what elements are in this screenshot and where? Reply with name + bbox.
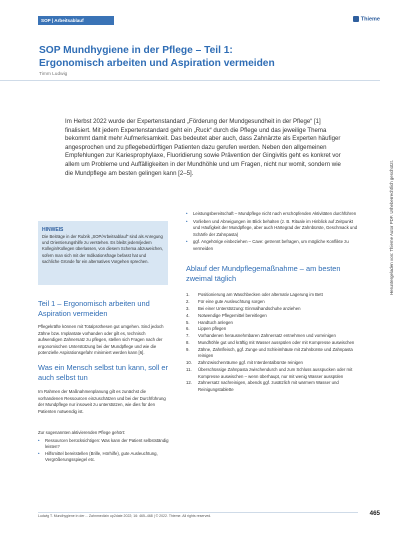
step-number: 9.: [186, 347, 190, 353]
step-item: [186, 380, 361, 393]
section2-intro: Zur sogenannten aktivierenden Pflege gehört:: [38, 430, 126, 435]
step-number: 10.: [186, 360, 192, 366]
section3-heading: Ablauf der Mundpflegemaßnahme – am besten zweimal täglich: [186, 264, 341, 283]
section1-text: Pflegekräfte können mit Totalprothesen gut umgehen. Sind jedoch Zähne bzw. Implantate vorhanden oder gilt es, technisch aufwendigen Zahnersatz zu pflegen, stellen sich Fragen nach der ergonomischen Unterstützung bei der Mundpflege und wie die potenzielle Aspirationsgefahr minimiert werden kann [6].: [38, 324, 164, 355]
article-title: [39, 44, 359, 70]
step-number: 4.: [186, 312, 190, 318]
step-item: [186, 292, 361, 298]
section2-heading: Was ein Mensch selbst tun kann, soll er auch selbst tun: [38, 363, 168, 382]
download-notice: Heruntergeladen von: Thieme Autor PDF. Urheberrechtlich geschützt.: [389, 160, 394, 295]
step-item: [186, 306, 361, 312]
step-text: Vorhandenen herausnehmbaren Zahnersatz entnehmen und vorreinigen: [198, 333, 336, 339]
list-item: • Vorlieben und Abneigungen im Blick behalten (z. B. Rituale im Hinblick auf Zeitpunkt und Häufigkeit der Mundpflege, aber auch Härtegrad der Zahnbürste, Geschmack und Schärfe der Zahnpasta): [186, 219, 361, 239]
divider: [0, 80, 380, 111]
step-item: [186, 313, 361, 319]
article-title-line2: Ergonomisch arbeiten und Aspiration vermeiden: [39, 58, 275, 69]
step-text: Für eine gute Ausleuchtung sorgen: [198, 298, 265, 304]
list-item: • ggf. Angehörige einbeziehen – Cave: getrennt befragen, um mögliche Konflikte zu vermeiden: [186, 239, 361, 252]
step-number: 11.: [186, 367, 192, 373]
step-item: [186, 333, 361, 339]
step-number: 5.: [186, 319, 190, 325]
procedure-steps: [186, 292, 361, 394]
step-text: Lippen pflegen: [198, 326, 227, 332]
step-item: [186, 340, 361, 346]
step-number: 1.: [186, 292, 190, 297]
step-item: [186, 320, 361, 326]
step-number: 2.: [186, 298, 190, 304]
step-number: 8.: [186, 340, 190, 346]
step-item: [186, 326, 361, 332]
step-text: Bei einer Unterstützung: Einmalhandschuhe anziehen: [198, 305, 301, 311]
lead-text: Im Herbst 2022 wurde der Expertenstandard „Förderung der Mundgesundheit in der Pflege“ [1] finalisiert. Mit jedem Expertenstandard geht ein „Ruck“ durch die Pflege und das jeweilige Thema bekommt damit mehr Aufmerksamkeit. Das bedeutet aber auch, dass Zahnärzte als Experten häufiger angesprochen und zu pflegebedürftigen Patienten dazu gerufen werden. Neben den allgemeinen Empfehlungen zur Kariesprophylaxe, Fluoridierung sowie Prävention der Gingivitis geht es konkret vor allem um Probleme und Auffälligkeiten in der Mundhöhle und um Fragen, nicht nur womit, sondern wie die Mundpflege am besten gelingen kann [2–5].: [65, 118, 341, 177]
step-text: Positionierung am Waschbecken oder alternativ Lagerung im Bett: [198, 292, 323, 297]
hinweis-title: HINWEIS: [42, 227, 64, 233]
step-item: [186, 367, 361, 380]
thieme-icon: [353, 16, 359, 22]
step-text: Zahnzwischenräume ggf. mit Interdentalbürste reinigen: [198, 360, 303, 366]
list-item: • Leistungsbereitschaft – Mundpflege nicht nach erschöpfenden Aktivitäten durchführen: [186, 211, 361, 218]
step-item: [186, 360, 361, 366]
step-number: 6.: [186, 326, 190, 332]
step-text: Zahnersatz nachreinigen, abends ggf. zusätzlich mit warmem Wasser und Reinigungstablette: [198, 380, 339, 392]
author: Timm Ludwig: [39, 72, 68, 77]
page-number: 465: [369, 510, 380, 517]
section1-heading: Teil 1 – Ergonomisch arbeiten und Aspiration vermeiden: [38, 299, 150, 318]
hinweis-box: [38, 221, 168, 285]
step-text: Zähne, Zahnfleisch, ggf. Zunge und Schleimhäute mit Zahnbürste und Zahnpasta reinigen: [198, 347, 353, 359]
step-text: Überschüssige Zahnpasta zwischendurch und zum Schluss ausspucken oder mit Kompresse auswischen – wenn überhaupt, nur mit wenig Wasser ausspülen: [198, 367, 353, 379]
article-title-line1: SOP Mundhygiene in der Pflege – Teil 1:: [39, 45, 233, 56]
section2-list: [38, 430, 170, 464]
step-number: 3.: [186, 305, 190, 311]
publisher-logo: [353, 16, 380, 22]
hinweis-text: Die Beiträge in der Rubrik „SOP/Arbeitsablauf“ sind als Anregung und Orientierungshilfe zu verstehen. Es bleibt jedem/jedem Kollegin/Kollegen überlassen, von diesem Schema abzuweichen, sofern man sich mit der Indikationsfrage befasst hat und sachliche Gründe für ein alternatives Vorgehen sprechen.: [42, 234, 164, 264]
section2-text: Im Rahmen der Maßnahmenplanung gilt es zunächst die vorhandenen Ressourcen einzuschätzen und bei der Durchführung der Mundpflege nur insoweit zu unterstützen, wie dies für den Patienten notwendig ist.: [38, 389, 166, 414]
step-text: Notwendige Pflegemittel bereitlegen: [198, 312, 267, 318]
step-text: Handtuch anlegen: [198, 319, 233, 325]
resource-bullets: [186, 211, 361, 253]
list-item: • Ressourcen berücksichtigen: Was kann der Patient selbstständig leisten?: [38, 438, 170, 451]
list-item: • Hilfsmittel bereitstellen (Brille, Hörhilfe), gute Ausleuchtung, Vergrößerungsspiegel etc.: [38, 451, 170, 464]
step-text: Mundhöhle gut und kräftig mit Wasser ausspülen oder mit Kompresse auswischen: [198, 340, 355, 346]
lead-paragraph: [65, 118, 345, 178]
step-item: [186, 347, 361, 360]
section-tag: SOP | Arbeitsablauf: [38, 16, 114, 25]
footer-citation: Ludwig T. Mundhygiene in der… Zahnmedizin up2date 2022; 16: 465–468 | © 2022. Thieme. All rights reserved.: [38, 512, 358, 518]
step-number: 12.: [186, 380, 192, 386]
publisher-name: Thieme: [360, 16, 380, 23]
step-number: 7.: [186, 333, 190, 339]
step-item: [186, 299, 361, 305]
